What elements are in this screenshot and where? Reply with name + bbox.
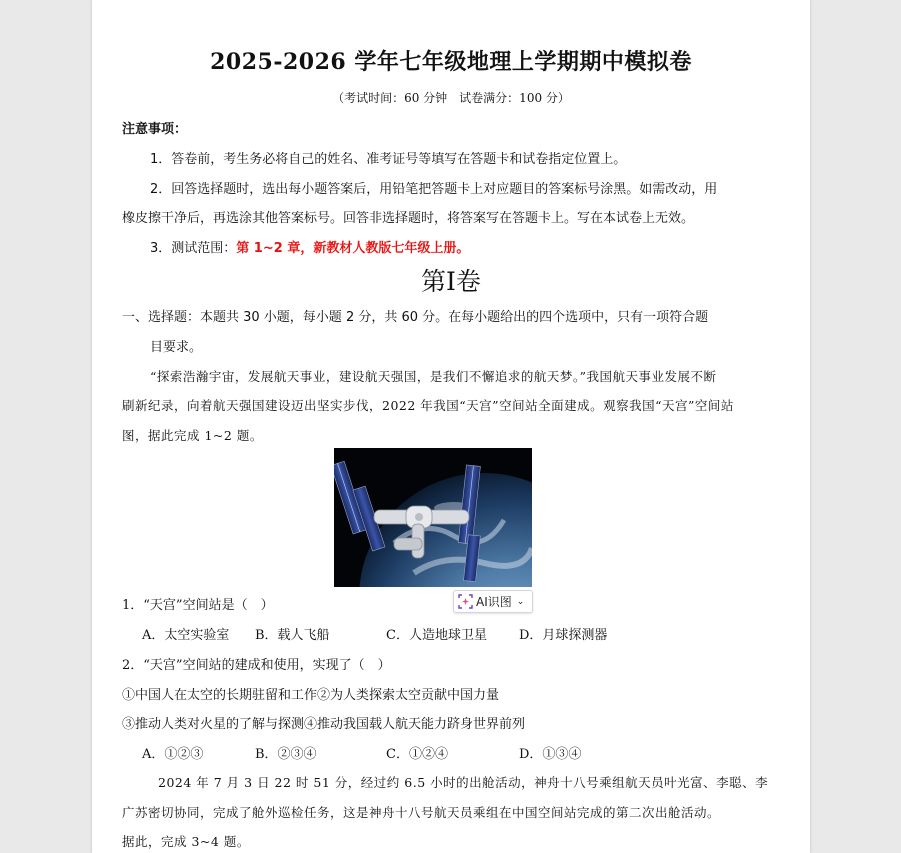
passage-2-line-2: 广苏密切协同，完成了舱外巡检任务，这是神舟十八号航天员乘组在中国空间站完成的第二次出舱活动。 [122, 805, 721, 820]
question-2-statement-1: ①中国人在太空的长期驻留和工作②为人类探索太空贡献中国力量 [122, 688, 500, 703]
section-title: 第Ⅰ卷 [421, 267, 481, 296]
notice-item-3-prefix: 3．测试范围： [150, 241, 237, 256]
question-2-stem: 2．“天宫”空间站的建成和使用，实现了（ ） [122, 658, 391, 673]
space-station-image [334, 448, 532, 587]
passage-1-line-1: “探索浩瀚宇宙，发展航天事业，建设航天强国，是我们不懈追求的航天梦。”我国航天事业发展不断 [150, 369, 717, 384]
chevron-down-icon: ⌄ [516, 596, 525, 607]
notice-item-2-line-2: 橡皮擦干净后，再选涂其他答案标号。回答非选择题时，将答案写在答题卡上。写在本试卷上无效。 [122, 211, 695, 226]
ai-scan-icon [458, 594, 473, 609]
passage-1-line-2: 刷新纪录，向着航天强国建设迈出坚实步伐，2022 年我国“天宫”空间站全面建成。观察我国“天宫”空间站 [122, 398, 734, 413]
question-1-option-c: C．人造地球卫星 [386, 628, 487, 643]
notice-item-2-line-1: 2．回答选择题时，选出每小题答案后，用铅笔把答题卡上对应题目的答案标号涂黑。如需改动，用 [150, 182, 718, 197]
question-1-option-b: B．载人飞船 [255, 628, 330, 643]
test-range: 第 1~2 章，新教材人教版七年级上册。 [236, 241, 470, 256]
question-1-option-a: A．太空实验室 [142, 628, 230, 643]
document-title: 2025-2026 学年七年级地理上学期期中模拟卷 [210, 49, 692, 75]
passage-1-line-3: 图，据此完成 1~2 题。 [122, 428, 263, 443]
question-2-statement-2: ③推动人类对火星的了解与探测④推动我国载人航天能力跻身世界前列 [122, 717, 526, 732]
notice-item-3 [150, 237, 469, 256]
passage-2-line-3: 据此，完成 3~4 题。 [122, 834, 250, 849]
document-page [92, 0, 810, 853]
passage-2-line-1: 2024 年 7 月 3 日 22 时 51 分，经过约 6.5 小时的出舱活动，神舟十八号乘组航天员叶光富、李聪、李 [158, 775, 769, 790]
question-1-stem: 1．“天宫”空间站是（ ） [122, 598, 274, 613]
question-1-option-d: D．月球探测器 [519, 628, 608, 643]
notice-item-1: 1．答卷前，考生务必将自己的姓名、准考证号等填写在答题卡和试卷指定位置上。 [150, 152, 627, 167]
ai-image-recognition-button[interactable] [453, 590, 533, 613]
section-instruction-line-2: 目要求。 [150, 340, 203, 355]
question-2-option-b: B．②③④ [255, 747, 317, 762]
question-2-option-c: C．①②④ [386, 747, 448, 762]
ai-button-label: AI识图 [476, 595, 512, 609]
exam-info: （考试时间：60 分钟 试卷满分：100 分） [332, 91, 570, 105]
section-instruction-line-1: 一、选择题：本题共 30 小题，每小题 2 分，共 60 分。在每小题给出的四个选项中，只有一项符合题 [122, 310, 709, 325]
question-2-option-a: A．①②③ [142, 747, 204, 762]
question-2-option-d: D．①③④ [519, 747, 582, 762]
notice-heading: 注意事项： [122, 122, 188, 137]
